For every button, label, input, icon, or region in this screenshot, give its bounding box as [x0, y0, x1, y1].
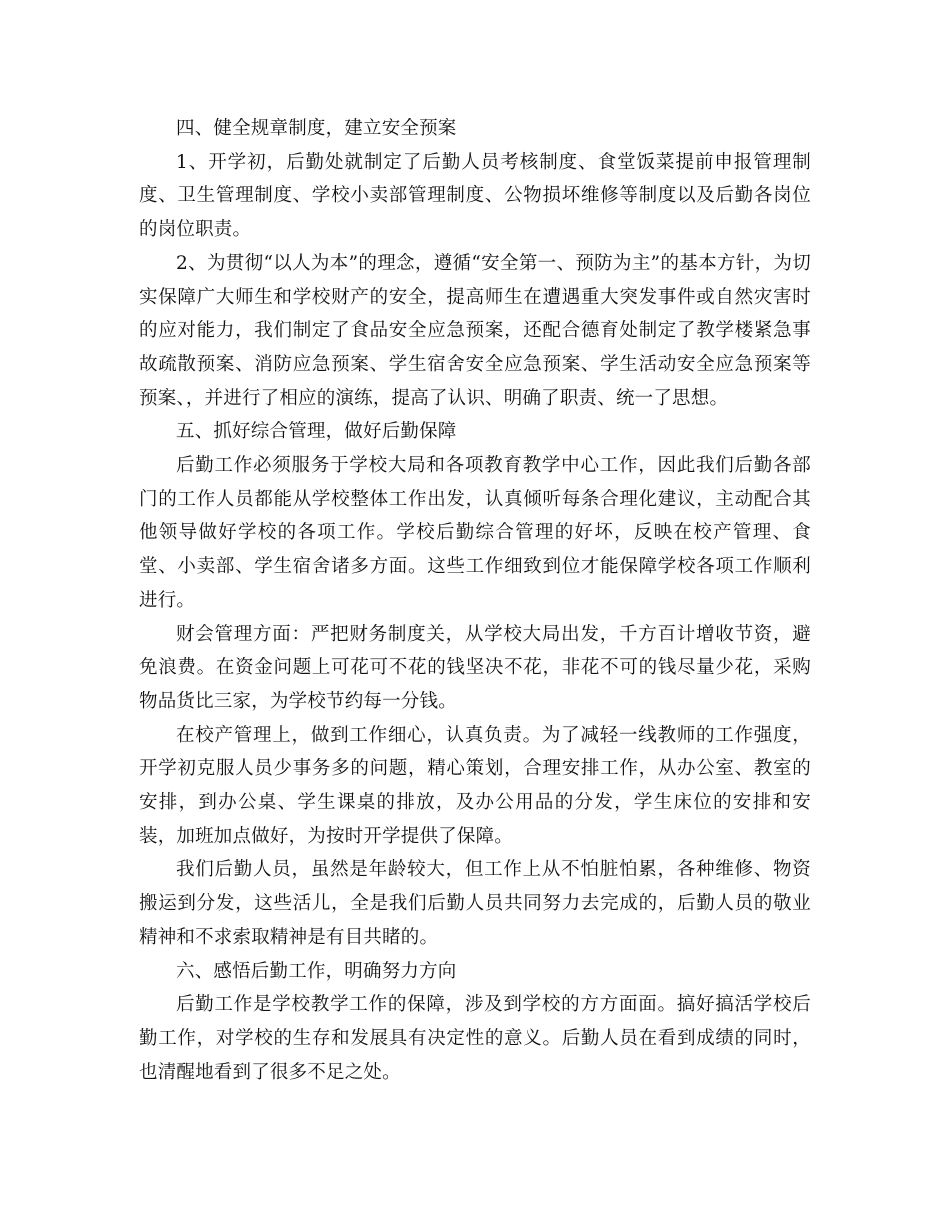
section-heading-6: 六、感悟后勤工作，明确努力方向 [176, 960, 457, 982]
paragraph-regulations: 1、开学初，后勤处就制定了后勤人员考核制度、食堂饭菜提前申报管理制度、卫生管理制度、学校小卖部管理制度、公物损坏维修等制度以及后勤各岗位的岗位职责。 [139, 151, 811, 241]
paragraph-finance: 财会管理方面：严把财务制度关，从学校大局出发，千方百计增收节资，避免浪费。在资金问题上可花可不花的钱坚决不花，非花不可的钱尽量少花，采购物品货比三家，为学校节约每一分钱。 [139, 623, 811, 712]
section-heading-5: 五、抓好综合管理，做好后勤保障 [176, 421, 457, 443]
paragraph-logistics-service: 后勤工作必须服务于学校大局和各项教育教学中心工作，因此我们后勤各部门的工作人员都能从学校整体工作出发，认真倾听每条合理化建议，主动配合其他领导做好学校的各项工作。学校后勤综合管理的好坏，反映在校产管理、食堂、小卖部、学生宿舍诸多方面。这些工作细致到位才能保障学校各项工作顺利进行。 [139, 455, 811, 611]
section-heading-4: 四、健全规章制度，建立安全预案 [176, 118, 457, 139]
paragraph-staff: 我们后勤人员，虽然是年龄较大，但工作上从不怕脏怕累，各种维修、物资搬运到分发，这些活儿，全是我们后勤人员共同努力去完成的，后勤人员的敬业精神和不求索取精神是有目共睹的。 [139, 859, 811, 948]
paragraph-safety-plans: 2、为贯彻“以人为本”的理念，遵循“安全第一、预防为主”的基本方针，为切实保障广大师生和学校财产的安全，提高师生在遭遇重大突发事件或自然灾害时的应对能力，我们制定了食品安全应急预案，还配合德育处制定了教学楼紧急事故疏散预案、消防应急预案、学生宿舍安全应急预案、学生活动安全应急预案等预案、，并进行了相应的演练，提高了认识、明确了职责、统一了思想。 [139, 252, 811, 409]
paragraph-reflection: 后勤工作是学校教学工作的保障，涉及到学校的方方面面。搞好搞活学校后勤工作，对学校的生存和发展具有决定性的意义。后勤人员在看到成绩的同时，也清醒地看到了很多不足之处。 [139, 994, 811, 1083]
document-page [139, 112, 811, 1089]
paragraph-assets: 在校产管理上，做到工作细心，认真负责。为了减轻一线教师的工作强度，开学初克服人员少事务多的问题，精心策划，合理安排工作，从办公室、教室的安排，到办公桌、学生课桌的排放，及办公用品的分发，学生床位的安排和安装，加班加点做好，为按时开学提供了保障。 [139, 724, 811, 847]
